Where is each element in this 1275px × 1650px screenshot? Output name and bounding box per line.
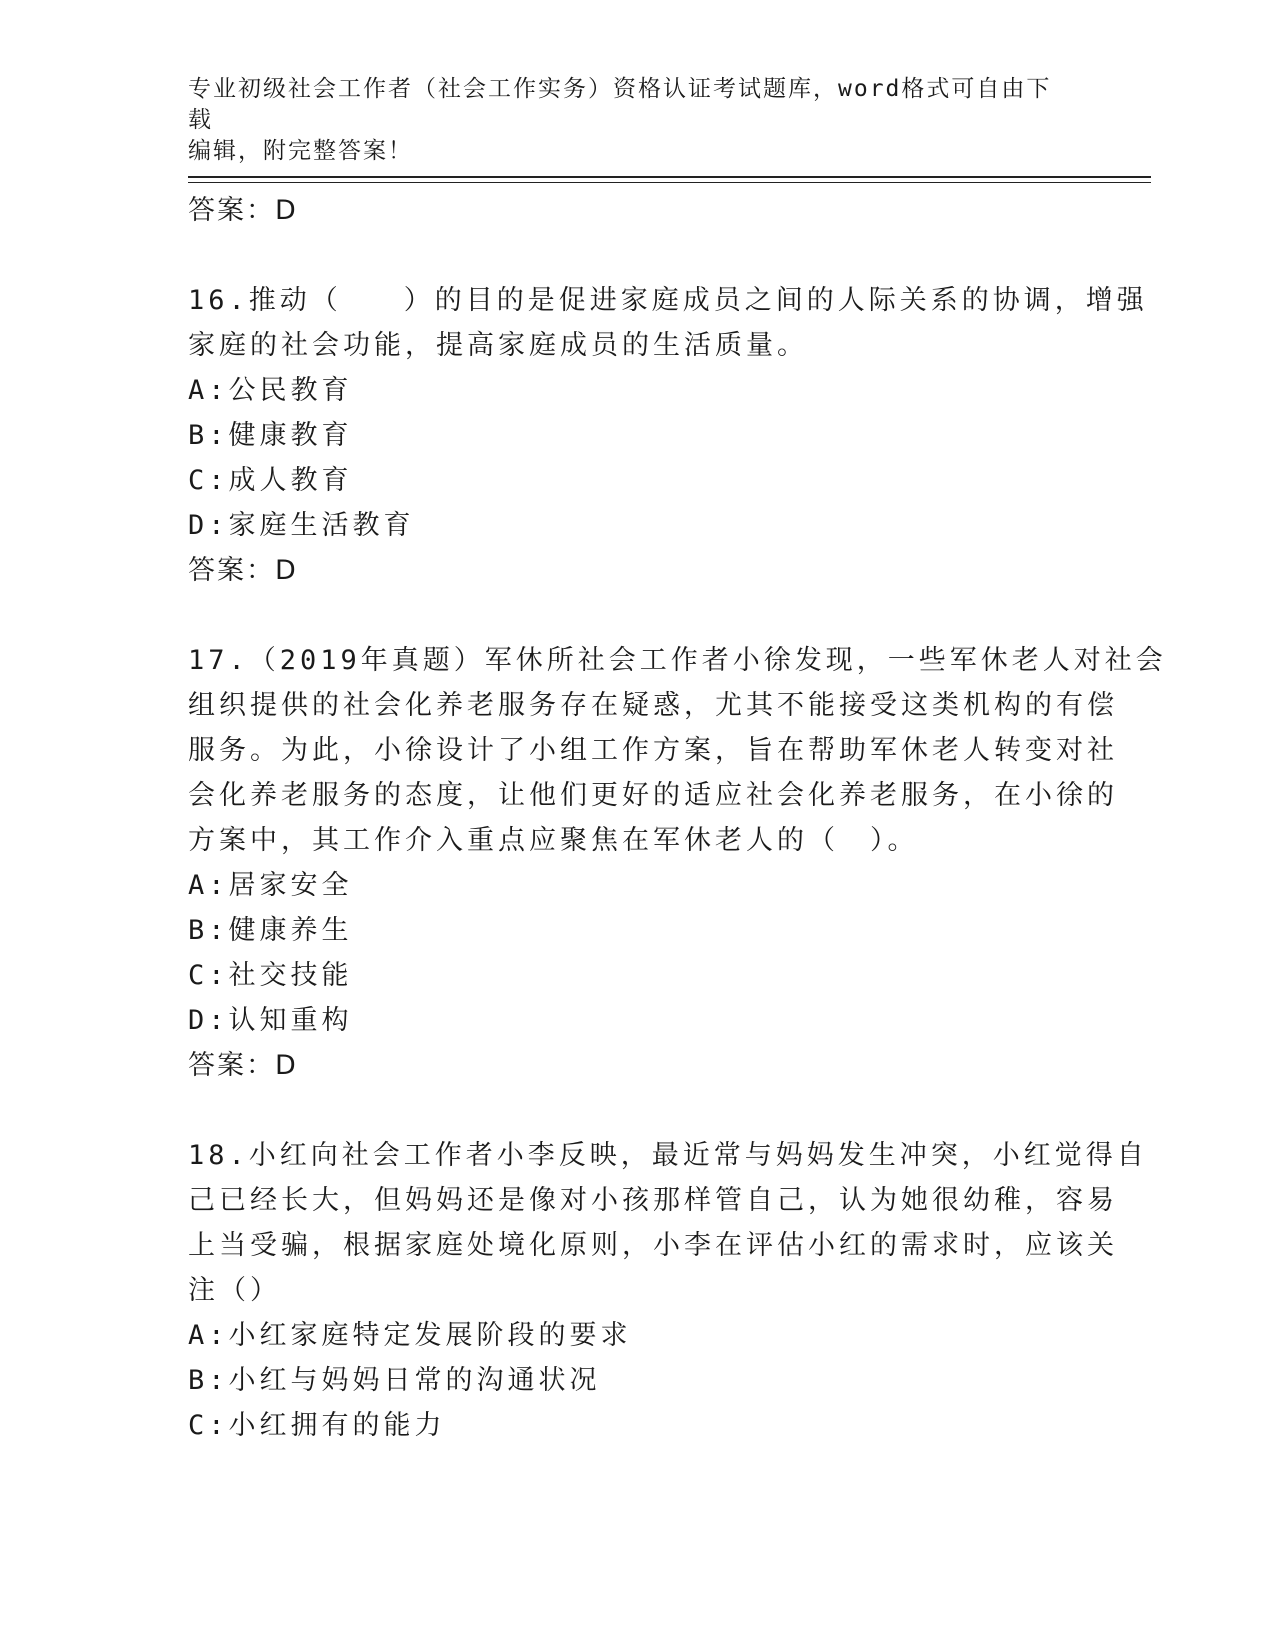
question-text: 16.推动（ ）的目的是促进家庭成员之间的人际关系的协调，增强 (188, 285, 1148, 316)
question-text: 18.小红向社会工作者小李反映，最近常与妈妈发生冲突，小红觉得自 (188, 1140, 1148, 1171)
header-divider-thin (188, 182, 1151, 183)
spacer (188, 593, 1088, 638)
option-c: C:社交技能 (188, 960, 353, 991)
option-c: C:成人教育 (188, 465, 353, 496)
previous-answer: 答案：D (188, 195, 298, 226)
question-text: 家庭的社会功能，提高家庭成员的生活质量。 (188, 330, 808, 361)
question-text: 服务。为此，小徐设计了小组工作方案，旨在帮助军休老人转变对社 (188, 735, 1118, 766)
question-text: 己已经长大，但妈妈还是像对小孩那样管自己，认为她很幼稚，容易 (188, 1185, 1118, 1216)
question-text: 会化养老服务的态度，让他们更好的适应社会化养老服务，在小徐的 (188, 780, 1118, 811)
question-text: 方案中，其工作介入重点应聚焦在军休老人的（ ）。 (188, 825, 919, 856)
question-17 (188, 638, 1167, 1088)
option-a: A:公民教育 (188, 375, 353, 406)
question-18 (188, 1133, 1148, 1448)
answer: 答案：D (188, 1050, 298, 1081)
option-b: B:健康养生 (188, 915, 353, 946)
option-c: C:小红拥有的能力 (188, 1410, 446, 1441)
option-d: D:家庭生活教育 (188, 510, 415, 541)
question-text: 注（） (188, 1275, 281, 1306)
header-line-1: 专业初级社会工作者（社会工作实务）资格认证考试题库，word格式可自由下载 (188, 76, 1052, 133)
option-d: D:认知重构 (188, 1005, 353, 1036)
question-list (188, 188, 1167, 1448)
option-a: A:小红家庭特定发展阶段的要求 (188, 1320, 632, 1351)
option-b: B:小红与妈妈日常的沟通状况 (188, 1365, 601, 1396)
question-text: 上当受骗，根据家庭处境化原则，小李在评估小红的需求时，应该关 (188, 1230, 1118, 1261)
question-text: 组织提供的社会化养老服务存在疑惑，尤其不能接受这类机构的有偿 (188, 690, 1118, 721)
spacer (188, 233, 1088, 278)
option-a: A:居家安全 (188, 870, 353, 901)
page-header (188, 74, 1068, 167)
answer: 答案：D (188, 555, 298, 586)
header-line-2: 编辑，附完整答案！ (188, 138, 413, 164)
question-16 (188, 278, 1148, 593)
spacer (188, 1088, 1088, 1133)
question-text: 17.（2019年真题）军休所社会工作者小徐发现，一些军休老人对社会 (188, 645, 1167, 676)
option-b: B:健康教育 (188, 420, 353, 451)
header-divider (188, 176, 1151, 178)
